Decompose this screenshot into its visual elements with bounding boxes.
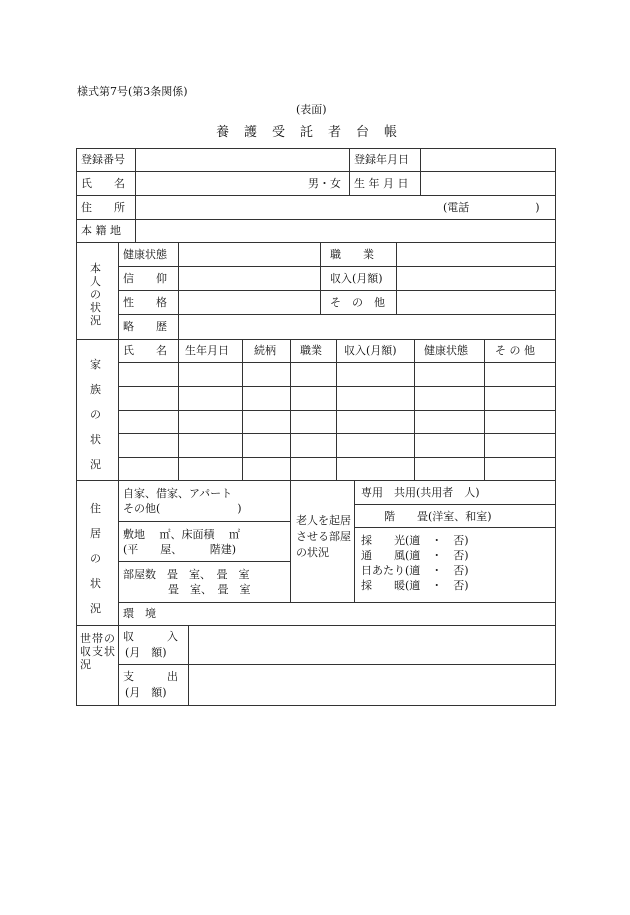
family-col-other: そ の 他 [495, 344, 535, 357]
elder-room-label: 老人を起居させる部屋の状況 [296, 514, 351, 559]
household-income-line2: (月 額) [125, 646, 167, 659]
form-side: (表面) [296, 103, 327, 116]
housing-type-line2: その他( ) [123, 502, 242, 515]
family-col-income: 収入(月額) [344, 344, 397, 357]
housing-environment: 環 境 [123, 607, 156, 620]
address-label: 住 所 [81, 201, 125, 214]
family-col-relation: 続柄 [254, 344, 276, 357]
household-income-line1: 収 入 [123, 630, 178, 643]
household-expense-line1: 支 出 [123, 670, 178, 683]
housing-section-label: 住居の状況 [90, 502, 101, 615]
birth-label: 生 年 月 日 [354, 177, 409, 190]
job-label: 職 業 [330, 248, 374, 261]
family-section-label: 家族の状況 [90, 358, 101, 471]
housing-type-line1: 自家、借家、アパート [123, 487, 233, 500]
housing-heating: 採 暖(適 ・ 否) [361, 579, 469, 592]
career-label: 略 歴 [123, 320, 167, 333]
housing-rooms-line1: 部屋数 畳 室、 畳 室 [123, 568, 250, 581]
household-section-label: 世帯の収支状況 [80, 632, 116, 671]
housing-light: 採 光(適 ・ 否) [361, 534, 469, 547]
phone-label: (電話 ) [443, 201, 540, 214]
housing-usage: 専用 共用(共用者 人) [361, 486, 480, 499]
housing-rooms-line2: 畳 室、 畳 室 [168, 583, 251, 596]
domicile-label: 本 籍 地 [81, 224, 121, 237]
housing-area-line1: 敷地 ㎡、床面積 ㎡ [123, 528, 240, 541]
housing-ventilation: 通 風(適 ・ 否) [361, 549, 469, 562]
housing-tatami: 階 畳(洋室、和室) [384, 510, 492, 523]
page-title: 養 護 受 託 者 台 帳 [216, 125, 399, 140]
household-expense-line2: (月 額) [125, 686, 167, 699]
housing-area-line2: (平 屋、 階建) [123, 543, 237, 556]
reg-no-label: 登録番号 [81, 153, 125, 166]
sex-label: 男・女 [308, 177, 341, 190]
family-col-job: 職業 [300, 344, 322, 357]
family-col-birth: 生年月日 [185, 344, 229, 357]
reg-date-label: 登録年月日 [354, 153, 409, 166]
character-label: 性 格 [123, 296, 167, 309]
religion-label: 信 仰 [123, 272, 167, 285]
housing-sun: 日あたり(適 ・ 否) [361, 564, 469, 577]
income-label: 収入(月額) [330, 272, 383, 285]
person-section-label: 本人の状況 [90, 262, 101, 327]
form-number: 様式第7号(第3条関係) [77, 85, 188, 98]
family-col-name: 氏 名 [123, 344, 167, 357]
other-label: そ の 他 [330, 296, 385, 309]
health-label: 健康状態 [123, 248, 167, 261]
name-label: 氏 名 [81, 177, 125, 190]
family-col-health: 健康状態 [424, 344, 468, 357]
